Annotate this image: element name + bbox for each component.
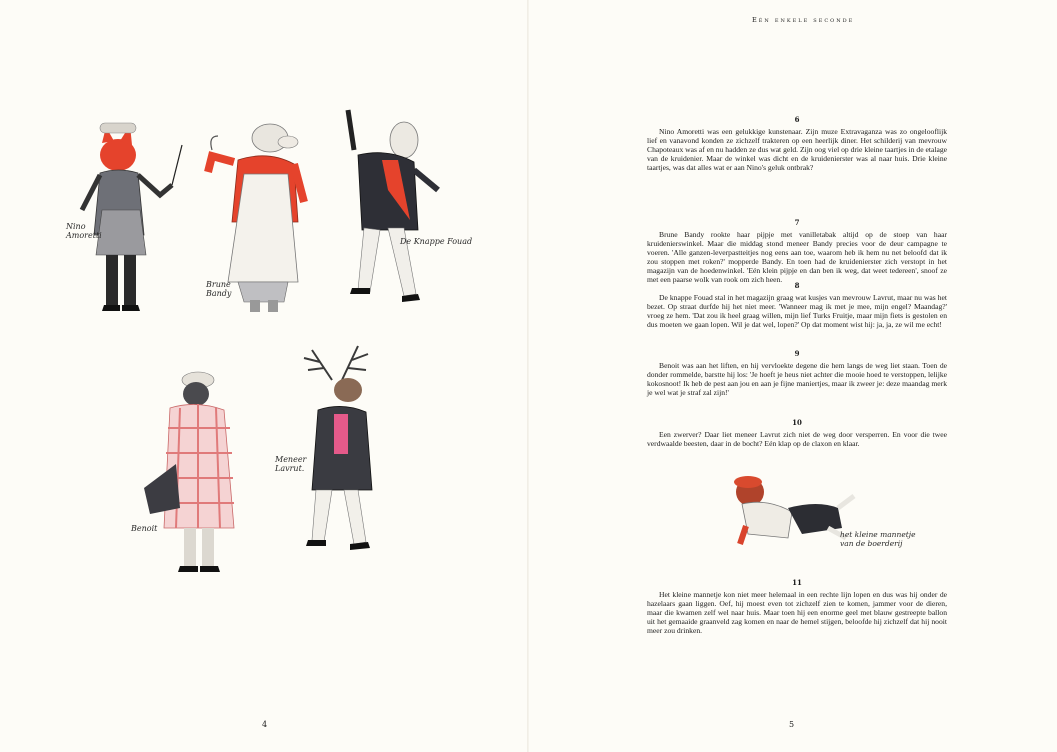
gutter <box>527 0 529 752</box>
illustration-kleine-mannetje <box>718 468 868 568</box>
left-page <box>0 0 528 752</box>
section-text: Nino Amoretti was een gelukkige kunstenaar. Zijn muze Extravaganza was zo ongelooflijk lief en vanavond konden ze zichzelf trakteren op een heerlijk diner. Het schilderij van mevrouw Chapoteaux was af en nu hadden ze dus wat geld. Zijn oog viel op drie kleine taartjes in de etalage van de kruidenier. Maar de winkel was dicht en de kruidenierster was al naar huis. Drie kleine taartjes, was dat alles wat er aan Nino's geluk ontbrak? <box>647 127 947 172</box>
section-number: 7 <box>794 218 800 227</box>
caption-fouad: De Knappe Fouad <box>400 237 473 246</box>
page-number-right: 5 <box>789 720 795 729</box>
section-number: 8 <box>794 281 800 290</box>
section-10 <box>647 418 947 448</box>
running-head: Eén enkele seconde <box>752 16 855 24</box>
section-number: 10 <box>792 418 802 427</box>
section-text: Brune Bandy rookte haar pijpje met vanilletabak altijd op de stoep van haar kruidenierswinkel. Maar die middag stond meneer Bandy precies voor de deur campagne te voeren. 'Alle ganzen-leverpastteitjes nog eens aan toe, waarom heb ik hem nu net beloofd dat ik zou stoppen met roken?' mopperde Bandy. En toen had de kruidenierster zich verstopt in het magazijn van de hoedenwinkel. 'Eén klein pijpje en dan ben ik weg, dat weet tedereen', snoof ze met een paarse wolk van rook om zich heen. <box>647 230 947 284</box>
illustration-nino-amoretti <box>60 115 200 320</box>
caption-brune: Brune Bandy <box>206 280 232 298</box>
section-number: 6 <box>794 115 800 124</box>
illustration-knappe-fouad <box>318 100 458 320</box>
section-7 <box>647 218 947 284</box>
caption-boerderij: het kleine mannetje van de boerderij <box>840 530 916 548</box>
caption-lavrut: Meneer Lavrut. <box>275 455 307 473</box>
page-number-left: 4 <box>262 720 268 729</box>
illustration-benoit <box>140 368 250 578</box>
section-6 <box>647 115 947 172</box>
section-11 <box>647 578 947 635</box>
section-8 <box>647 281 947 329</box>
caption-nino: Nino Amoretti <box>66 222 102 240</box>
section-text: Een zwerver? Daar liet meneer Lavrut zich niet de weg door versperren. En voor die twee verdwaalde beesten, daar in de bocht? Eén klap op de claxon en klaar. <box>647 430 947 448</box>
section-text: Het kleine mannetje kon niet meer helemaal in een rechte lijn lopen en dus was hij onder de hazelaars gaan liggen. Oef, hij moest even tot zichzelf zien te komen, jammer voor de dieren, maar die kwamen zelf wel naar huis. Maar toen hij een enorme geel met blauw gestreepte ballon uit het gemaaide graanveld zag komen en naar de hemel stijgen, beloofde hij zichzelf dat hij nooit meer zou drinken. <box>647 590 947 635</box>
section-number: 9 <box>794 349 800 358</box>
section-9 <box>647 349 947 397</box>
section-number: 11 <box>792 578 802 587</box>
caption-benoit: Benoit <box>131 524 158 533</box>
section-text: De knappe Fouad stal in het magazijn graag wat kusjes van mevrouw Lavrut, maar nu was het bezet. Op straat durfde hij het niet meer. 'Wanneer mag ik met je mee, mijn engel? Maandag?' vroeg ze hem. 'Dat zou ik heel graag willen, mijn lief Turks Fruitje, maar mijn fiets is gestolen en dus moeten we gaan lopen. Wil je dat wel, lopen?' Op dat moment wist hij: ja, ja, ze wil me echt! <box>647 293 947 329</box>
section-text: Benoit was aan het liften, en hij vervloekte degene die hem langs de weg liet staan. Toen de donder rommelde, barstte hij los: 'Je hoeft je heus niet achter die mooie hoed te verstoppen, lelijke kokosnoot! Ik heb de pest aan jou en aan je fijne maniertjes, maar ik zweer je: deze maandag merk je wel wat je straf zal zijn!' <box>647 361 947 397</box>
